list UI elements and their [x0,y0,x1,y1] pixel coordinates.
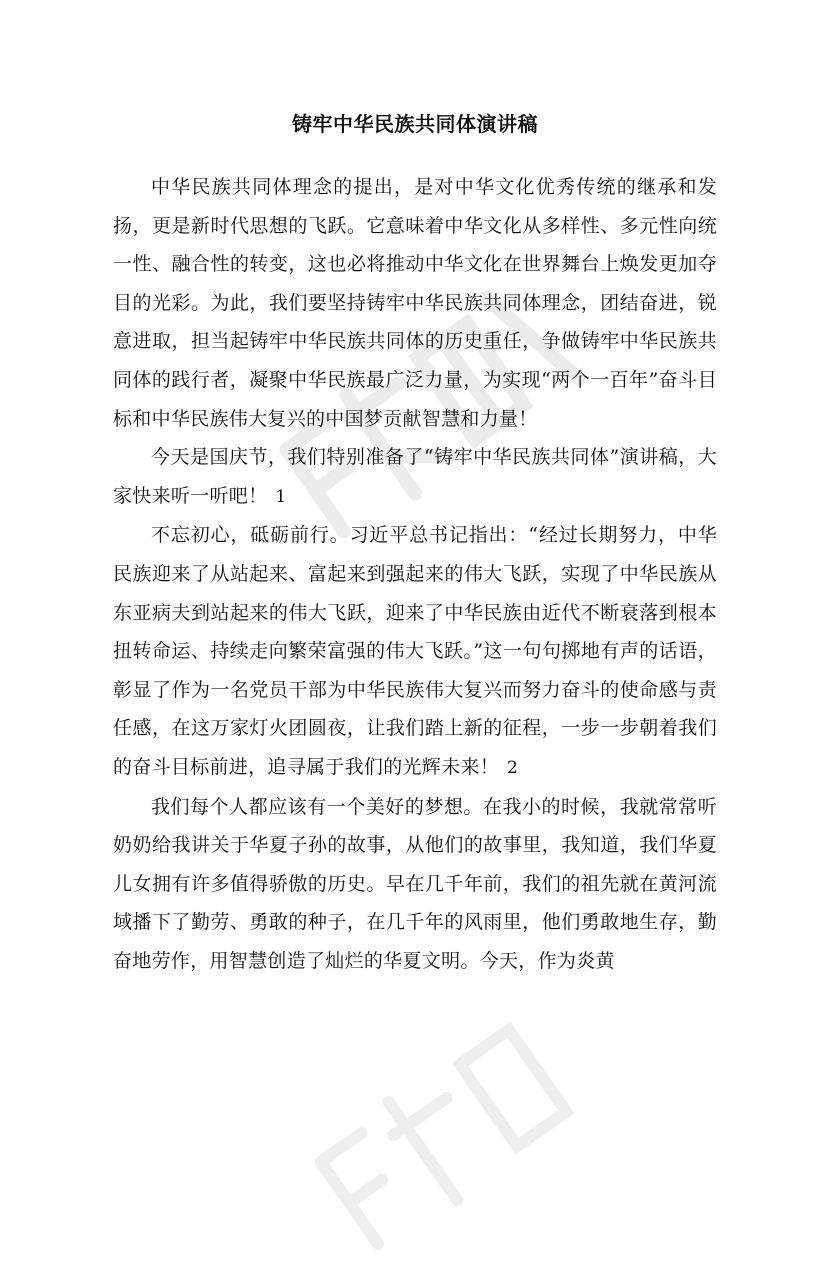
body-text [113,168,717,980]
watermark-stamp-bottom [281,968,619,1271]
paragraph-text: 我们每个人都应该有一个美好的梦想。在我小的时候，我就常常听奶奶给我讲关于华夏子孙的故事，从他们的故事里，我知道，我们华夏儿女拥有许多值得骄傲的历史。早在几千年前，我们的祖先就在黄河流域播下了勤劳、勇敢的种子，在几千年的风雨里，他们勇敢地生存，勤奋地劳作，用智慧创造了灿烂的华夏文明。今天，作为炎黄 [113,795,717,972]
paragraph-2 [113,438,717,516]
paragraph-text: 不忘初心，砥砺前行。习近平总书记指出：“经过长期努力，中华民族迎来了从站起来、富起来到强起来的伟大飞跃，实现了中华民族从东亚病夫到站起来的伟大飞跃，迎来了中华民族由近代不断衰落到根本扭转命运、持续走向繁荣富强的伟大飞跃。”这一句句掷地有声的话语，彰显了作为一名党员干部为中华民族伟大复兴而努力奋斗的使命感与责任感，在这万家灯火团圆夜，让我们踏上新的征程，一步一步朝着我们的奋斗目标前进，追寻属于我们的光辉未来！ [113,524,717,778]
paragraph-number: 2 [507,757,519,778]
paragraph-1 [113,168,717,438]
paragraph-number: 1 [275,486,287,507]
paragraph-4 [113,788,717,981]
paragraph-3 [113,516,717,787]
paragraph-text: 今天是国庆节，我们特别准备了“铸牢中华民族共同体”演讲稿，大家快来听一听吧！ [113,446,717,507]
document-title: 铸牢中华民族共同体演讲稿 [292,112,538,136]
paragraph-text: 中华民族共同体理念的提出，是对中华文化优秀传统的继承和发扬，更是新时代思想的飞跃。它意味着中华文化从多样性、多元性向统一性、融合性的转变，这也必将推动中华文化在世界舞台上焕发更加夺目的光彩。为此，我们要坚持铸牢中华民族共同体理念，团结奋进，锐意进取，担当起铸牢中华民族共同体的历史重任，争做铸牢中华民族共同体的践行者，凝聚中华民族最广泛力量，为实现“两个一百年”奋斗目标和中华民族伟大复兴的中国梦贡献智慧和力量！ [113,176,717,430]
